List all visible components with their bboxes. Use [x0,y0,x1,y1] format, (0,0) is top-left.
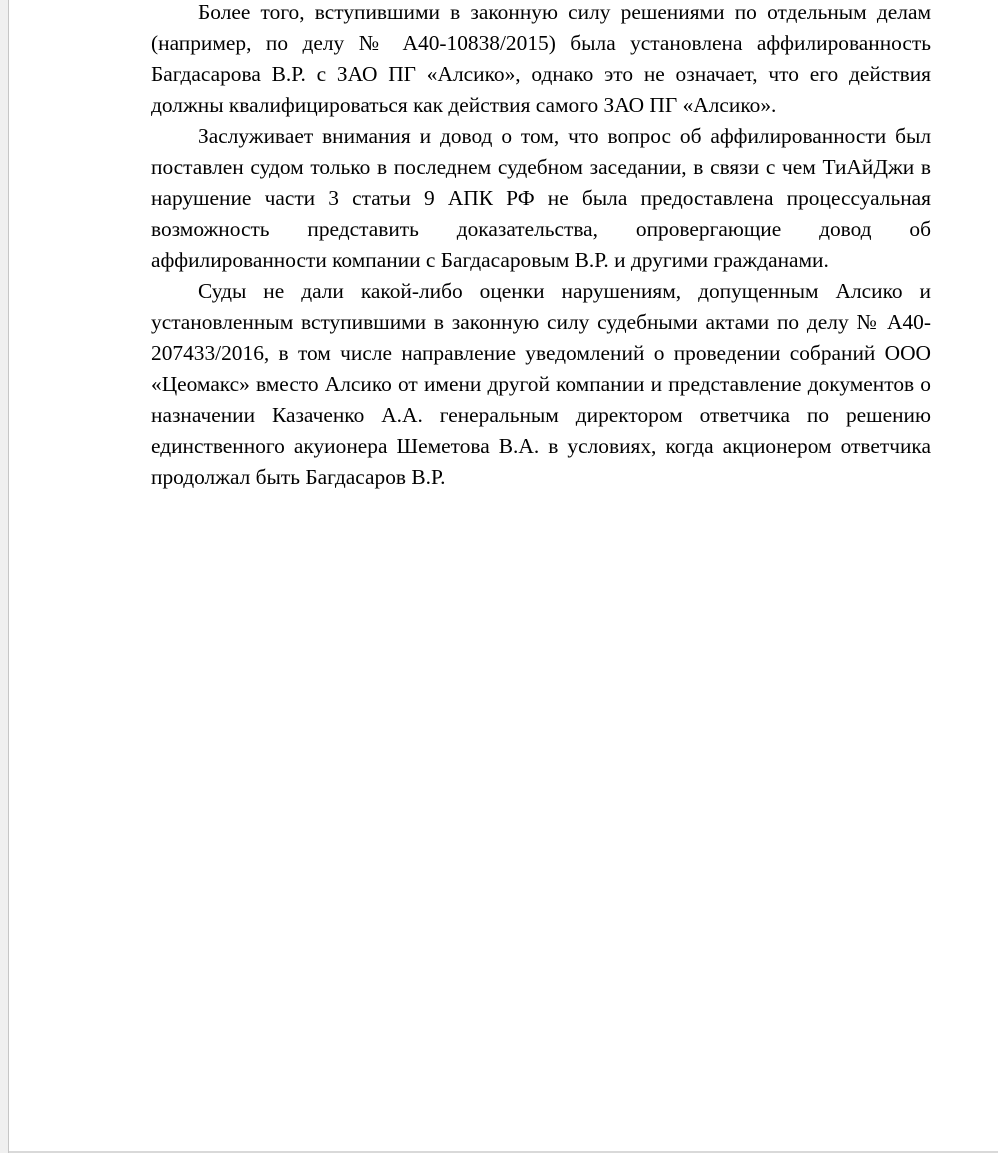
document-page[interactable] [10,0,998,1151]
left-margin-gutter [0,0,9,1153]
paragraph-procedural-violation: Заслуживает внимания и довод о том, что вопрос об аффилированности был поставлен судом только в последнем судебном заседании, в связи с чем ТиАйДжи в нарушение части 3 статьи 9 АПК РФ не была предоставлена процессуальная возможность представить доказательства, опровергающие довод об аффилированности компании с Багдасаровым В.Р. и другими гражданами. [151,124,931,272]
document-body[interactable] [151,0,931,493]
paragraph-affiliation-established: Более того, вступившими в законную силу решениями по отдельным делам (например, по делу № А40-10838/2015) была установлена аффилированность Багдасарова В.Р. с ЗАО ПГ «Алсико», однако это не означает, что его действия должны квалифицироваться как действия самого ЗАО ПГ «Алсико». [151,0,931,117]
paragraph-courts-assessment: Суды не дали какой-либо оценки нарушениям, допущенным Алсико и установленным вступившими в законную силу судебными актами по делу № А40-207433/2016, в том числе направление уведомлений о проведении собраний ООО «Цеомакс» вместо Алсико от имени другой компании и представление документов о назначении Казаченко А.А. генеральным директором ответчика по решению единственного акуионера Шеметова В.А. в условиях, когда акционером ответчика продолжал быть Багдасаров В.Р. [151,279,931,489]
